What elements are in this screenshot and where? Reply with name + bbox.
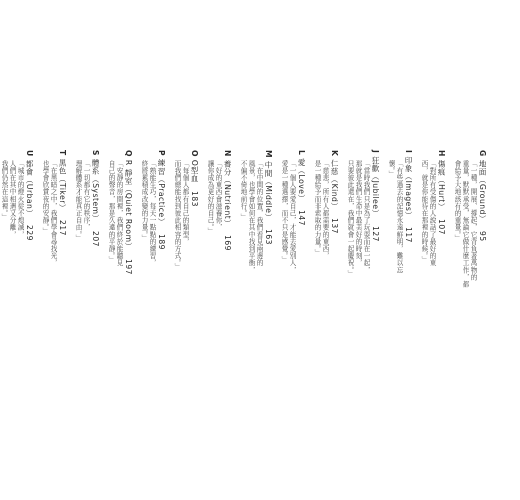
entry-text-line: 理解體系才能真正自由。」 bbox=[74, 160, 82, 242]
entry-english: Ground bbox=[478, 183, 487, 215]
entry-text-line: 「對所有受傷的人說話了最好的東 bbox=[428, 160, 436, 267]
entry-heading: T 黑色（Tiker） 217 bbox=[58, 150, 67, 236]
entry-page-number: 163 bbox=[264, 229, 273, 246]
entry-page-number: 183 bbox=[190, 190, 199, 207]
entry-term: 愛 bbox=[297, 158, 306, 167]
entry-english: Kind bbox=[330, 183, 339, 203]
entry-page-number: 189 bbox=[157, 233, 166, 250]
entry-heading: I 印象（Images） 117 bbox=[404, 150, 413, 244]
entry-page-number: 127 bbox=[371, 225, 380, 242]
entry-term: 印象 bbox=[404, 156, 413, 173]
entry-text-line: 「安靜的房間裡，我們終於能聽見 bbox=[115, 160, 123, 267]
entry-english: Middle bbox=[264, 185, 273, 214]
entry-text-line: 讓你成為更好的自己。」 bbox=[206, 160, 214, 235]
entry-text-line: 我們仍然在這裡。」 bbox=[0, 160, 8, 221]
entry-text-line: 懷。」 bbox=[387, 160, 395, 178]
entry-text-line: 只要彼此還在，我們就會一起慶祝。」 bbox=[346, 160, 354, 278]
entry-term: 傷痕 bbox=[437, 159, 446, 176]
entry-letter: Q bbox=[124, 150, 133, 157]
entry-page-number: 197 bbox=[124, 258, 133, 275]
entry-heading: K 仁慈（Kind） 137 bbox=[330, 150, 339, 235]
entry-term: 仁慈 bbox=[330, 159, 339, 176]
entry-english: Tiker bbox=[58, 182, 67, 204]
entry-english: Urban bbox=[25, 183, 34, 210]
entry-heading: Q R 靜室（Quiet Room） 197 bbox=[124, 150, 133, 275]
entry-text-line: 會給予大地該有的重量。」 bbox=[453, 160, 461, 242]
entry-letter: L bbox=[297, 150, 306, 156]
entry-term: 都會 bbox=[25, 159, 34, 176]
entry-letter: N bbox=[223, 150, 232, 157]
entry-page-number: 169 bbox=[223, 235, 232, 252]
entry-page-number: 217 bbox=[58, 219, 67, 236]
entry-letter: J bbox=[371, 150, 380, 154]
entry-english: Hurt bbox=[437, 184, 446, 203]
entry-letter: O bbox=[190, 150, 199, 157]
entry-page-number: 207 bbox=[91, 230, 100, 247]
entry-text-line: 「一個人要愛自己，才能去愛別人， bbox=[288, 160, 296, 274]
entry-heading: L 愛（Love） 147 bbox=[297, 150, 306, 227]
entry-text-line: 「當時我們只是為了玩耍而在一起， bbox=[362, 160, 370, 274]
entry-text-line: 「每個人都有自己的類型， bbox=[181, 160, 189, 246]
entry-text-line: 「有些過去的記憶永遠鮮明，難以忘 bbox=[395, 160, 403, 274]
entry-page-number: 229 bbox=[25, 225, 34, 242]
entry-heading: U 都會（Urban） 229 bbox=[25, 150, 34, 242]
entry-english: Images bbox=[404, 180, 413, 212]
entry-text-line: 風景，也學會如何在其中找到平衡， bbox=[247, 160, 255, 274]
entry-heading: J 狂歡（Jubilee） 127 bbox=[371, 150, 380, 242]
entry-text-line: 「在黑暗之中，我們學會尋找光， bbox=[49, 160, 57, 267]
entry-term: O型血 bbox=[190, 159, 199, 183]
entry-letter: H bbox=[437, 150, 446, 157]
entry-term: 養分 bbox=[223, 159, 232, 176]
entry-text-line: 「一種，開展、撐起，它背負著萬物的 bbox=[469, 160, 477, 281]
entry-text-line: 那就是我們生命中最美好的時刻， bbox=[354, 160, 362, 267]
entry-text-line: 「熟能生巧，每天一點點的練習， bbox=[148, 160, 156, 267]
entry-text-line: 「好的東西會滋養你， bbox=[214, 160, 222, 231]
entry-page-number: 147 bbox=[297, 210, 306, 227]
entry-text-line: 「在中間的位置，我們看見兩邊的 bbox=[255, 160, 263, 267]
entry-text-line: 愛是一種選擇，而不只是感覺。」 bbox=[280, 160, 288, 264]
entry-text-line: 是一種給予而非索取的力量。」 bbox=[313, 160, 321, 257]
entry-term: 黑色 bbox=[58, 158, 67, 175]
entry-text-line: 「慈悲，所有人都需要的東西， bbox=[321, 160, 329, 260]
entry-english: Practice bbox=[157, 183, 166, 218]
entry-heading: P 練習（Practice） 189 bbox=[157, 150, 166, 250]
entry-english: Quiet Room bbox=[124, 192, 133, 243]
entry-term: 體系 bbox=[91, 158, 100, 176]
entry-letter: M bbox=[264, 150, 273, 159]
entry-letter: S bbox=[91, 150, 100, 156]
entry-page-number: 117 bbox=[404, 227, 413, 244]
entry-text-line: 「一切都有它的秩序， bbox=[82, 160, 90, 231]
entry-english: Nutrient bbox=[223, 184, 232, 220]
entry-text-line: 而我們總能找到彼此相容的方式。」 bbox=[173, 160, 181, 271]
entry-page-number: 137 bbox=[330, 218, 339, 235]
entry-term: 狂歡 bbox=[371, 156, 380, 173]
entry-term: R 靜室 bbox=[124, 159, 133, 185]
entry-letter: P bbox=[157, 150, 166, 157]
entry-text-line: 也學會欣賞夜的安靜。」 bbox=[41, 160, 49, 235]
entry-text-line: 重量，默默承受，無論它做什麼工作，都 bbox=[461, 160, 469, 288]
entry-heading: G 地面（Ground） 95 bbox=[478, 150, 487, 242]
entry-page-number: 95 bbox=[478, 230, 487, 242]
entry-letter: T bbox=[58, 150, 67, 156]
entry-heading: M 中間（Middle） 163 bbox=[264, 150, 273, 246]
entry-text-line: 「城市的燈火從不熄滅， bbox=[16, 160, 24, 239]
entry-page-number: 107 bbox=[437, 218, 446, 235]
entry-term: 練習 bbox=[157, 159, 166, 176]
entry-text-line: 不偏不倚地前行。」 bbox=[239, 160, 247, 221]
entry-heading: H 傷痕（Hurt） 107 bbox=[437, 150, 446, 235]
entry-english: Jubilee bbox=[371, 180, 380, 210]
entry-heading bbox=[189, 150, 200, 207]
entry-english: Love bbox=[297, 174, 306, 195]
entry-text-line: 人們在其中相遇又分離， bbox=[8, 160, 16, 239]
entry-letter: U bbox=[25, 150, 34, 157]
entry-letter: G bbox=[478, 150, 487, 157]
entry-text-line: 西，就是你能待在那裡的時候。」 bbox=[420, 160, 428, 264]
entry-term: 地面 bbox=[478, 159, 487, 176]
entry-letter: I bbox=[404, 150, 413, 154]
entry-letter: K bbox=[330, 150, 339, 157]
entry-english: System bbox=[91, 183, 100, 215]
entry-term: 中間 bbox=[264, 160, 273, 178]
entry-text-line: 終將累積成改變的力量。」 bbox=[140, 160, 148, 242]
entry-heading: N 養分（Nutrient） 169 bbox=[223, 150, 232, 252]
entry-heading: S 體系（System） 207 bbox=[91, 150, 100, 247]
entry-text-line: 自己的聲音，那是久違的平靜。」 bbox=[107, 160, 115, 264]
